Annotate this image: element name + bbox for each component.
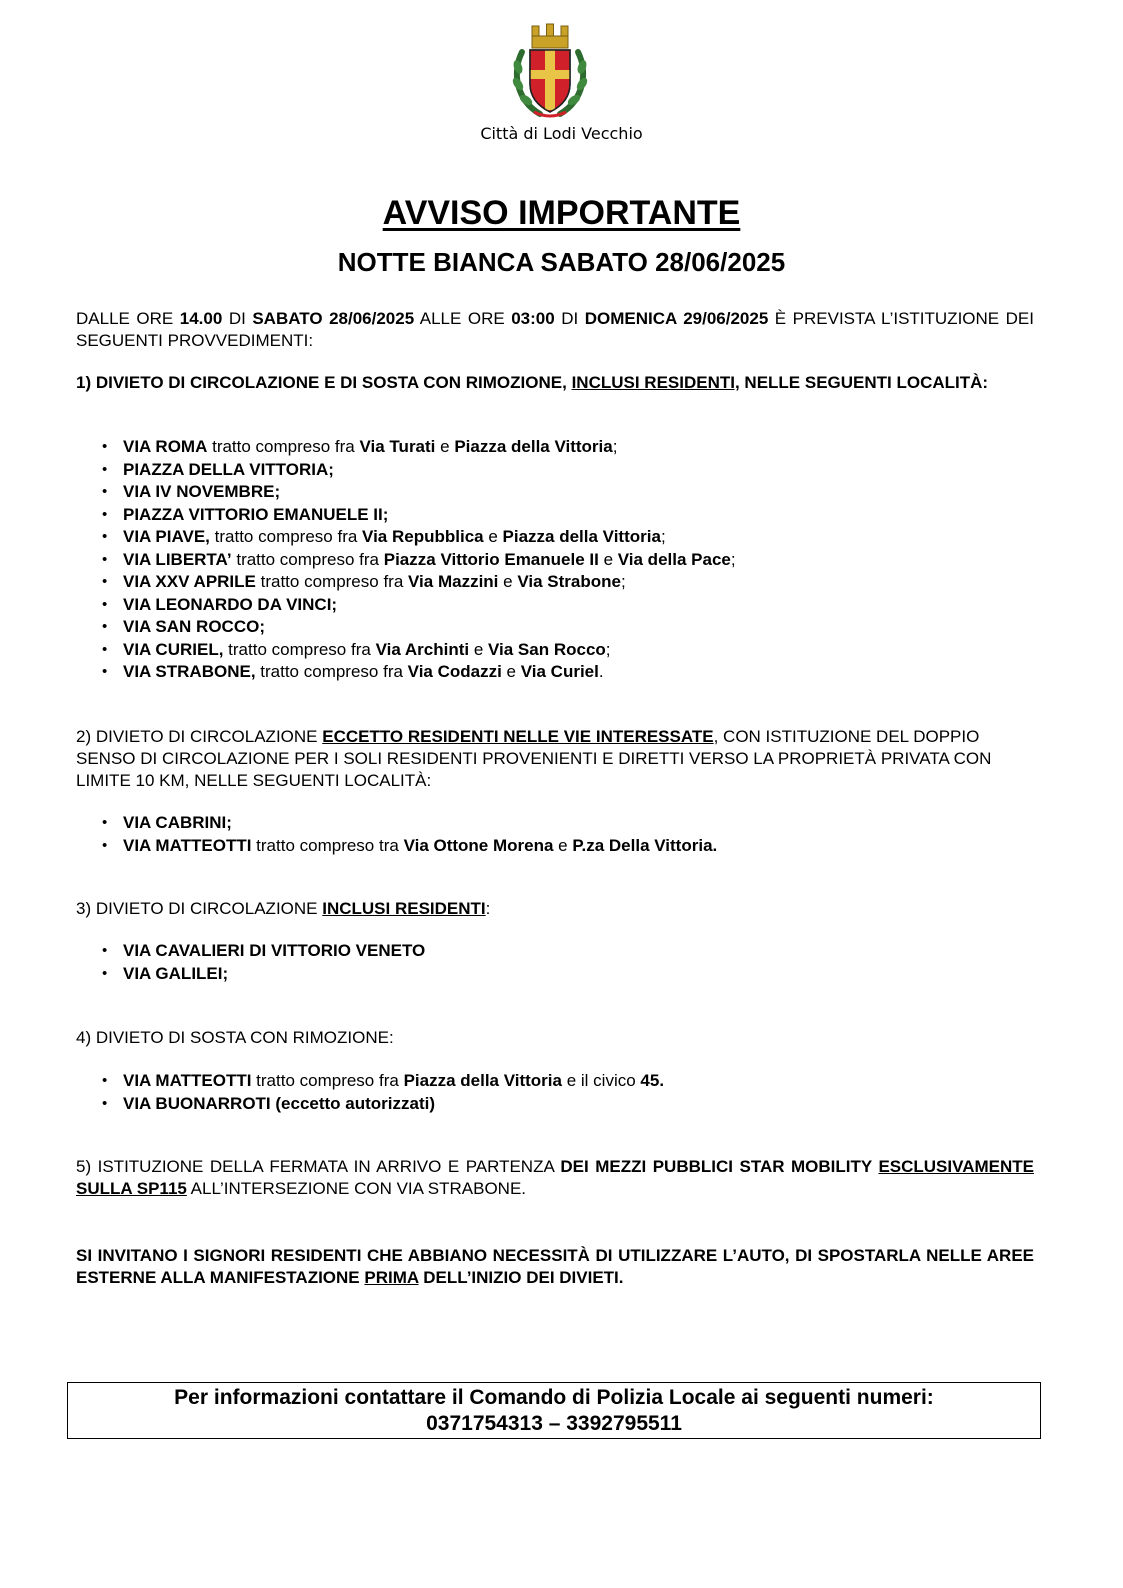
section-5-paragraph: 5) ISTITUZIONE DELLA FERMATA IN ARRIVO E PARTENZA DEI MEZZI PUBBLICI STAR MOBILITY ESCLUSIVAMENTE SULLA SP115 ALL’INTERSEZIONE CON VIA STRABONE.	[76, 1157, 1034, 1198]
contact-phone-numbers: 0371754313 – 3392795511	[426, 1412, 682, 1435]
section-1-list	[76, 436, 1034, 684]
list-item: • VIA LIBERTA’ tratto compreso fra Piazza Vittorio Emanuele II e Via della Pace;	[76, 549, 1034, 572]
city-coat-of-arms-icon	[510, 22, 590, 122]
contact-box	[67, 1382, 1041, 1439]
list-item: • VIA PIAVE, tratto compreso fra Via Repubblica e Piazza della Vittoria;	[76, 526, 1034, 549]
section-3-heading: 3) DIVIETO DI CIRCOLAZIONE INCLUSI RESIDENTI:	[76, 899, 491, 918]
closing-notice: SI INVITANO I SIGNORI RESIDENTI CHE ABBIANO NECESSITÀ DI UTILIZZARE L’AUTO, DI SPOSTARLA NELLE AREE ESTERNE ALLA MANIFESTAZIONE PRIMA DELL’INIZIO DEI DIVIETI.	[76, 1246, 1034, 1287]
list-item: • VIA BUONARROTI (eccetto autorizzati)	[76, 1093, 1034, 1116]
list-item: • VIA SAN ROCCO;	[76, 616, 1034, 639]
list-item: • VIA XXV APRILE tratto compreso fra Via Mazzini e Via Strabone;	[76, 571, 1034, 594]
list-item: • VIA MATTEOTTI tratto compreso fra Piazza della Vittoria e il civico 45.	[76, 1070, 1034, 1093]
list-item: • VIA GALILEI;	[76, 963, 1034, 986]
list-item: • VIA LEONARDO DA VINCI;	[76, 594, 1034, 617]
intro-paragraph: DALLE ORE 14.00 DI SABATO 28/06/2025 ALLE ORE 03:00 DI DOMENICA 29/06/2025 È PREVISTA L’ISTITUZIONE DEI SEGUENTI PROVVEDIMENTI:	[76, 309, 1034, 350]
list-item: • VIA CABRINI;	[76, 812, 1034, 835]
list-item: • PIAZZA DELLA VITTORIA;	[76, 459, 1034, 482]
city-name: Città di Lodi Vecchio	[480, 124, 643, 143]
list-item: • VIA CURIEL, tratto compreso fra Via Archinti e Via San Rocco;	[76, 639, 1034, 662]
section-1-heading: 1) DIVIETO DI CIRCOLAZIONE E DI SOSTA CON RIMOZIONE, INCLUSI RESIDENTI, NELLE SEGUENTI LOCALITÀ:	[76, 373, 989, 392]
list-item: • VIA MATTEOTTI tratto compreso tra Via Ottone Morena e P.za Della Vittoria.	[76, 835, 1034, 858]
list-item: • PIAZZA VITTORIO EMANUELE II;	[76, 504, 1034, 527]
page-title: AVVISO IMPORTANTE	[382, 194, 741, 232]
list-item: • VIA IV NOVEMBRE;	[76, 481, 1034, 504]
list-item: • VIA STRABONE, tratto compreso fra Via Codazzi e Via Curiel.	[76, 661, 1034, 684]
page-subtitle: NOTTE BIANCA SABATO 28/06/2025	[337, 247, 786, 277]
section-3-list	[76, 940, 1034, 985]
list-item: • VIA CAVALIERI DI VITTORIO VENETO	[76, 940, 1034, 963]
section-4-list	[76, 1070, 1034, 1115]
section-2-heading: 2) DIVIETO DI CIRCOLAZIONE ECCETTO RESIDENTI NELLE VIE INTERESSATE, CON ISTITUZIONE DEL DOPPIO SENSO DI CIRCOLAZIONE PER I SOLI RESIDENTI PROVENIENTI E DIRETTI VERSO LA PROPRIETÀ PRIVATA CON LIMITE 10 KM, NELLE SEGUENTI LOCALITÀ:	[76, 727, 992, 790]
list-item: • VIA ROMA tratto compreso fra Via Turati e Piazza della Vittoria;	[76, 436, 1034, 459]
section-2-list	[76, 812, 1034, 857]
section-4-heading: 4) DIVIETO DI SOSTA CON RIMOZIONE:	[76, 1028, 394, 1047]
contact-line: Per informazioni contattare il Comando di Polizia Locale ai seguenti numeri:	[174, 1386, 934, 1409]
